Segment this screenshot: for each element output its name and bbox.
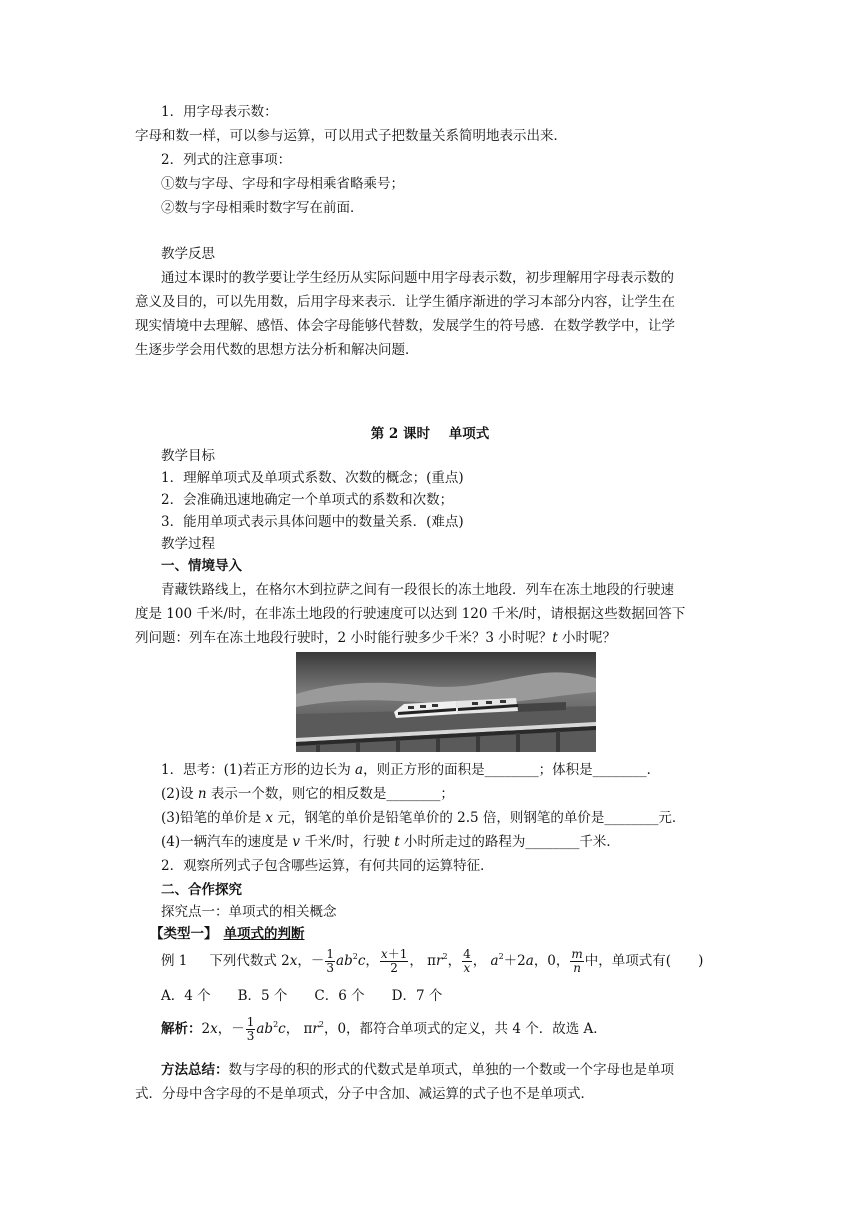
type-heading — [150, 926, 305, 942]
subsection-heading: 探究点一：单项式的相关概念 — [161, 904, 337, 920]
paragraph-line — [135, 630, 616, 646]
question-line — [161, 810, 685, 826]
fraction: $\frac{m}{n}$ — [571, 947, 583, 975]
text-segment: ，则正方形的面积是________；体积是________． — [363, 762, 661, 778]
section-heading: 教学反思 — [161, 246, 215, 262]
paragraph-line: 青藏铁路线上，在格尔木到拉萨之间有一段很长的冻土地段．列车在冻土地段的行驶速 — [161, 582, 674, 598]
example-label: 例 1 — [161, 953, 188, 969]
fraction: $\frac{1}{3}$ — [246, 1015, 255, 1043]
text-segment: (2)设 — [161, 786, 198, 802]
fraction: $\frac{x+1}{2}$ — [380, 947, 408, 975]
train-photo — [296, 652, 596, 752]
math-variable: t — [394, 834, 400, 850]
math-variable: x — [265, 810, 274, 826]
text-segment: 中，单项式有( ) — [584, 953, 704, 969]
example-line: 例 1 下列代数式 2x，－ $\frac{1}{3}$ $ab^2c$， $\frac{x+1}{2}$ ， $\pi r^2$， $\frac{4}{x}$ ， $a^2+2a$，0， $\frac{m}{n}$ 中，单项式有( ) — [161, 947, 704, 975]
solution-line: 解析：2x，－ $\frac{1}{3}$ $ab^2c$， $\pi r^2$，0，都符合单项式的定义，共 4 个．故选 A． — [161, 1015, 607, 1043]
paragraph-line: 生逐步学会用代数的思想方法分析和解决问题． — [135, 342, 419, 358]
text-segment: 列问题：列车在冻土地段行驶时，2 小时能行驶多少千米？3 小时呢？ — [135, 630, 553, 646]
text-segment: 小时呢？ — [557, 630, 616, 646]
section-heading: 教学目标 — [161, 448, 215, 464]
goal-item: 2．会准确迅速地确定一个单项式的系数和次数； — [161, 492, 454, 508]
text-segment: (3)铅笔的单价是 — [161, 810, 266, 826]
section-heading: 二、合作探究 — [161, 882, 242, 898]
text-segment: 下列代数式 2 — [209, 953, 290, 969]
paragraph-line: 现实情境中去理解、感悟、体会字母能够代替数，发展学生的符号感．在数学教学中，让学 — [135, 318, 675, 334]
method-line: 式．分母中含字母的不是单项式，分子中含加、减运算的式子也不是单项式． — [135, 1086, 594, 1102]
question-line: 2．观察所列式子包含哪些运算，有何共同的运算特征． — [161, 858, 494, 874]
text-segment: ，0，都符合单项式的定义，共 4 个．故选 A． — [323, 1021, 607, 1037]
text-line: ②数与字母相乘时数字写在前面． — [161, 200, 364, 216]
text-segment: 1．思考：(1)若正方形的边长为 — [161, 762, 356, 778]
math-variable: a — [355, 762, 364, 778]
method-label: 方法总结： — [161, 1062, 229, 1078]
options-line: A．4 个 B．5 个 C．6 个 D．7 个 — [161, 988, 443, 1004]
question-line — [161, 834, 620, 850]
text-segment: 数与字母的积的形式的代数式是单项式，单独的一个数或一个字母也是单项 — [228, 1062, 674, 1078]
question-line — [161, 762, 660, 778]
paragraph-line: 度是 100 千米/时，在非冻土地段的行驶速度可以达到 120 千米/时，请根据这些数据回答下 — [135, 606, 686, 622]
text-line: 2．列式的注意事项： — [161, 152, 292, 168]
text-segment: 元，钢笔的单价是铅笔单价的 2.5 倍，则钢笔的单价是________元． — [273, 810, 686, 826]
section-heading: 一、情境导入 — [161, 558, 242, 574]
text-segment: 小时所走过的路程为________千米． — [399, 834, 620, 850]
type-name: 单项式的判断 — [223, 926, 305, 942]
solution-label: 解析： — [161, 1021, 202, 1037]
math-variable: n — [197, 786, 207, 802]
paragraph-line: 意义及目的，可以先用数，后用字母来表示．让学生循序渐进的学习本部分内容，让学生在 — [135, 294, 675, 310]
goal-item: 3．能用单项式表示具体问题中的数量关系．(难点) — [161, 514, 464, 530]
fraction: $\frac{4}{x}$ — [463, 947, 471, 975]
text-line: ①数与字母、字母和字母相乘省略乘号； — [161, 176, 404, 192]
text-line: 1．用字母表示数： — [161, 104, 278, 120]
fraction: $\frac{1}{3}$ — [326, 947, 335, 975]
goal-item: 1．理解单项式及单项式系数、次数的概念；(重点) — [161, 470, 464, 486]
text-line: 字母和数一样，可以参与运算，可以用式子把数量关系简明地表示出来． — [135, 128, 567, 144]
section-heading: 教学过程 — [161, 536, 215, 552]
text-segment: 表示一个数，则它的相反数是________； — [206, 786, 454, 802]
question-line — [161, 786, 454, 802]
text-segment: 千米/时，行驶 — [300, 834, 395, 850]
math-variable: t — [552, 630, 558, 646]
text-segment: (4)一辆汽车的速度是 — [161, 834, 293, 850]
type-tag: 【类型一】 — [150, 926, 218, 942]
math-variable: v — [292, 834, 301, 850]
lesson-title: 第 2 课时 单项式 — [370, 426, 490, 442]
method-line — [161, 1062, 674, 1078]
paragraph-line: 通过本课时的教学要让学生经历从实际问题中用字母表示数，初步理解用字母表示数的 — [161, 270, 674, 286]
